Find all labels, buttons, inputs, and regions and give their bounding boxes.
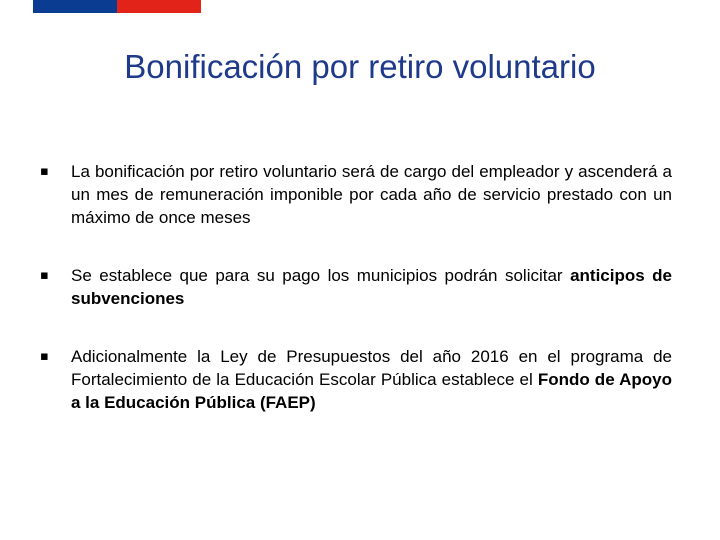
bullet-text: La bonificación por retiro voluntario será de cargo del empleador y ascenderá a un mes de remuneración imponible por cada año de servicio prestado con un máximo de once meses (71, 162, 672, 227)
flag-blue-segment (33, 0, 117, 13)
bullet-text: Se establece que para su pago los municipios podrán solicitar (71, 266, 571, 285)
bullet-bold-text: Fondo de Apoyo a la Educación Pública (FAEP) (71, 370, 672, 412)
bullet-item (40, 160, 672, 229)
square-bullet-icon: ▪ (40, 349, 49, 364)
bullet-text: Adicionalmente la Ley de Presupuestos del año 2016 en el programa de Fortalecimiento de la Educación Escolar Pública establece el (71, 347, 672, 389)
flag-bar (33, 0, 201, 13)
bullet-bold-text: anticipos de subvenciones (71, 266, 672, 308)
slide-title: Bonificación por retiro voluntario (124, 48, 596, 85)
bullet-item (40, 264, 672, 310)
square-bullet-icon: ▪ (40, 164, 49, 179)
flag-red-segment (117, 0, 201, 13)
bullet-list (40, 160, 672, 449)
bullet-item (40, 345, 672, 414)
square-bullet-icon: ▪ (40, 268, 49, 283)
